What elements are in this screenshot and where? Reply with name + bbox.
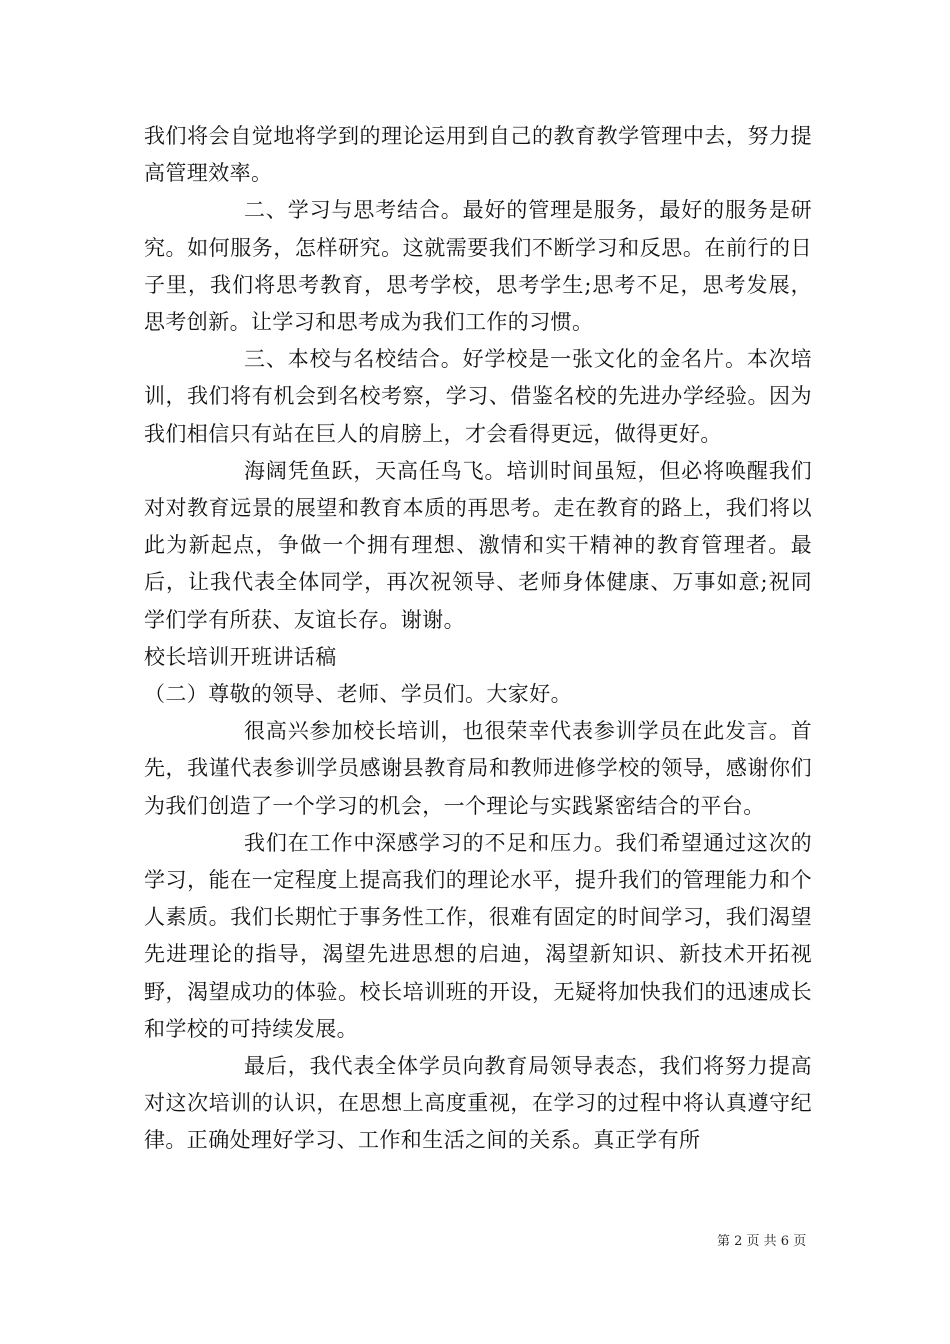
paragraph-final-pledge: 最后，我代表全体学员向教育局领导表态，我们将努力提高对这次培训的认识，在思想上高度重视，在学习的过程中将认真遵守纪律。正确处理好学习、工作和生活之间的关系。真正学有所 xyxy=(144,1054,812,1153)
paragraph-closing-remarks: 海阔凭鱼跃，天高任鸟飞。培训时间虽短，但必将唤醒我们对对教育远景的展望和教育本质的再思考。走在教育的路上，我们将以此为新起点，争做一个拥有理想、激情和实干精神的教育管理者。最后，让我代表全体同学，再次祝领导、老师身体健康、万事如意;祝同学们学有所获、友谊长存。谢谢。 xyxy=(144,458,812,632)
paragraph-continuation: 我们将会自觉地将学到的理论运用到自己的教育教学管理中去，努力提高管理效率。 xyxy=(144,124,812,186)
greeting-line: （二）尊敬的领导、老师、学员们。大家好。 xyxy=(144,682,572,707)
document-body xyxy=(144,118,812,1160)
page-number: 第 2 页 共 6 页 xyxy=(717,1234,807,1249)
paragraph-thanks: 很高兴参加校长培训，也很荣幸代表参训学员在此发言。首先，我谨代表参训学员感谢县教育局和教师进修学校的领导，感谢你们为我们创造了一个学习的机会，一个理论与实践紧密结合的平台。 xyxy=(144,719,812,818)
paragraph-study-and-reflection: 二、学习与思考结合。最好的管理是服务，最好的服务是研究。如何服务，怎样研究。这就需要我们不断学习和反思。在前行的日子里，我们将思考教育，思考学校，思考学生;思考不足，思考发展，思考创新。让学习和思考成为我们工作的习惯。 xyxy=(144,198,812,335)
paragraph-learning-pressure: 我们在工作中深感学习的不足和压力。我们希望通过这次的学习，能在一定程度上提高我们的理论水平，提升我们的管理能力和个人素质。我们长期忙于事务性工作，很难有固定的时间学习，我们渴望先进理论的指导，渴望先进思想的启迪，渴望新知识、新技术开拓视野，渴望成功的体验。校长培训班的开设，无疑将加快我们的迅速成长和学校的可持续发展。 xyxy=(144,830,812,1041)
paragraph-school-and-famous-school: 三、本校与名校结合。好学校是一张文化的金名片。本次培训，我们将有机会到名校考察，学习、借鉴名校的先进办学经验。因为我们相信只有站在巨人的肩膀上，才会看得更远，做得更好。 xyxy=(144,347,812,446)
section-title: 校长培训开班讲话稿 xyxy=(144,644,337,669)
